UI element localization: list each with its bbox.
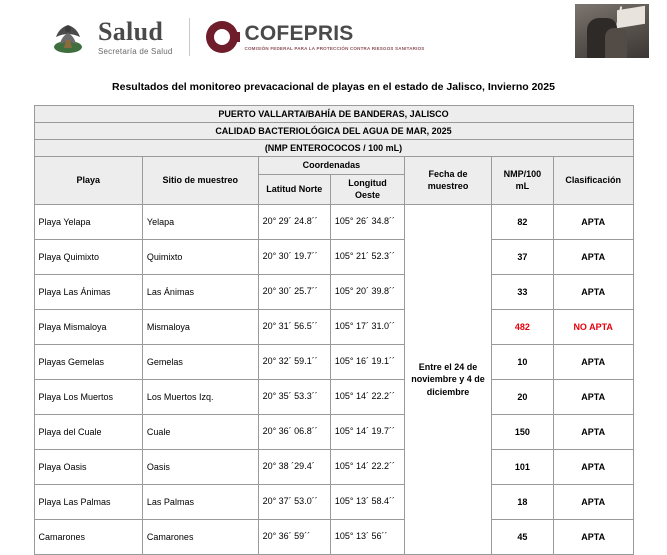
cell-nmp: 10 [491, 344, 553, 379]
cell-playa: Playa Las Palmas [34, 484, 142, 519]
cell-longitud: 105° 14´ 19.7´´ [330, 414, 404, 449]
table-row [34, 484, 633, 519]
cell-playa: Playa Yelapa [34, 204, 142, 239]
cell-longitud: 105° 16´ 19.1´´ [330, 344, 404, 379]
cell-nmp: 482 [491, 309, 553, 344]
cell-fecha-muestreo: Entre el 24 de noviembre y 4 de diciembre [405, 204, 492, 554]
cell-longitud: 105° 14´ 22.2´´ [330, 379, 404, 414]
column-header-clasificacion: Clasificación [553, 157, 633, 205]
cofepris-title: COFEPRIS [244, 21, 354, 45]
column-header-sitio: Sitio de muestreo [142, 157, 258, 205]
header-logos [46, 17, 424, 57]
table-row [34, 519, 633, 554]
table-band-row [34, 140, 633, 157]
cell-latitud: 20° 37´ 53.0´´ [258, 484, 330, 519]
cell-longitud: 105° 20´ 39.8´´ [330, 274, 404, 309]
table-band-location: PUERTO VALLARTA/BAHÍA DE BANDERAS, JALISCO [34, 106, 633, 123]
cell-playa: Playa Quimixto [34, 239, 142, 274]
table-row [34, 344, 633, 379]
table-row [34, 274, 633, 309]
results-table-container [34, 105, 634, 555]
column-header-playa: Playa [34, 157, 142, 205]
table-header-row [34, 157, 633, 175]
table-row [34, 309, 633, 344]
cell-clasificacion: APTA [553, 344, 633, 379]
mexican-eagle-seal-icon [46, 17, 90, 57]
cell-sitio: Yelapa [142, 204, 258, 239]
cell-sitio: Gemelas [142, 344, 258, 379]
cell-nmp: 20 [491, 379, 553, 414]
cell-clasificacion: APTA [553, 379, 633, 414]
logo-divider [189, 18, 190, 56]
column-header-nmp: NMP/100 mL [491, 157, 553, 205]
cell-longitud: 105° 13´ 56´´ [330, 519, 404, 554]
cell-playa: Playas Gemelas [34, 344, 142, 379]
cell-sitio: Las Ánimas [142, 274, 258, 309]
column-header-longitud: Longitud Oeste [330, 175, 404, 205]
cell-clasificacion: APTA [553, 484, 633, 519]
cell-longitud: 105° 13´ 58.4´´ [330, 484, 404, 519]
table-band-units: (NMP ENTEROCOCOS / 100 mL) [34, 140, 633, 157]
table-band-subject: CALIDAD BACTERIOLÓGICA DEL AGUA DE MAR, 2025 [34, 123, 633, 140]
cell-clasificacion: APTA [553, 449, 633, 484]
table-row [34, 449, 633, 484]
cell-longitud: 105° 17´ 31.0´´ [330, 309, 404, 344]
cell-latitud: 20° 35´ 53.3´´ [258, 379, 330, 414]
cell-clasificacion: APTA [553, 414, 633, 449]
cell-latitud: 20° 36´ 06.8´´ [258, 414, 330, 449]
cell-latitud: 20° 38 ´29.4´ [258, 449, 330, 484]
cofepris-logo [206, 21, 425, 53]
column-header-coordenadas: Coordenadas [258, 157, 405, 175]
cell-sitio: Camarones [142, 519, 258, 554]
cell-nmp: 150 [491, 414, 553, 449]
column-header-latitud: Latitud Norte [258, 175, 330, 205]
cell-clasificacion: APTA [553, 519, 633, 554]
cell-longitud: 105° 14´ 22.2´´ [330, 449, 404, 484]
cell-latitud: 20° 31´ 56.5´´ [258, 309, 330, 344]
page-title: Resultados del monitoreo prevacacional de playas en el estado de Jalisco, Invierno 2025 [112, 81, 555, 93]
table-band-row [34, 106, 633, 123]
cell-nmp: 45 [491, 519, 553, 554]
cofepris-tagline: COMISIÓN FEDERAL PARA LA PROTECCIÓN CONTRA RIESGOS SANITARIOS [244, 45, 425, 51]
cell-playa: Playa del Cuale [34, 414, 142, 449]
cell-sitio: Quimixto [142, 239, 258, 274]
beach-water-quality-table [34, 105, 634, 555]
header-decorative-image [575, 4, 649, 58]
cell-playa: Playa Mismaloya [34, 309, 142, 344]
cell-sitio: Las Palmas [142, 484, 258, 519]
cell-sitio: Los Muertos Izq. [142, 379, 258, 414]
cell-latitud: 20° 29´ 24.8´´ [258, 204, 330, 239]
salud-title: Salud [98, 16, 164, 46]
cofepris-mark-icon [206, 21, 238, 53]
cell-playa: Playa Las Ánimas [34, 274, 142, 309]
cell-nmp: 33 [491, 274, 553, 309]
cell-playa: Camarones [34, 519, 142, 554]
cell-sitio: Oasis [142, 449, 258, 484]
cell-latitud: 20° 30´ 25.7´´ [258, 274, 330, 309]
table-row [34, 379, 633, 414]
salud-subtitle: Secretaría de Salud [98, 46, 173, 56]
table-band-row [34, 123, 633, 140]
table-row [34, 414, 633, 449]
cell-clasificacion: APTA [553, 204, 633, 239]
cell-longitud: 105° 21´ 52.3´´ [330, 239, 404, 274]
cell-longitud: 105° 26´ 34.8´´ [330, 204, 404, 239]
table-row [34, 204, 633, 239]
table-row [34, 239, 633, 274]
cell-latitud: 20° 30´ 19.7´´ [258, 239, 330, 274]
cell-clasificacion: APTA [553, 239, 633, 274]
salud-wordmark [98, 16, 173, 56]
cell-latitud: 20° 32´ 59.1´´ [258, 344, 330, 379]
cell-clasificacion: APTA [553, 274, 633, 309]
cell-sitio: Mismaloya [142, 309, 258, 344]
cell-nmp: 82 [491, 204, 553, 239]
cell-nmp: 37 [491, 239, 553, 274]
cell-playa: Playa Los Muertos [34, 379, 142, 414]
cell-playa: Playa Oasis [34, 449, 142, 484]
cell-sitio: Cuale [142, 414, 258, 449]
cell-nmp: 18 [491, 484, 553, 519]
cofepris-wordmark [245, 23, 425, 52]
cell-latitud: 20° 36´ 59´´ [258, 519, 330, 554]
page-header [0, 0, 667, 68]
cell-clasificacion: NO APTA [553, 309, 633, 344]
column-header-fecha: Fecha de muestreo [405, 157, 492, 205]
cell-nmp: 101 [491, 449, 553, 484]
